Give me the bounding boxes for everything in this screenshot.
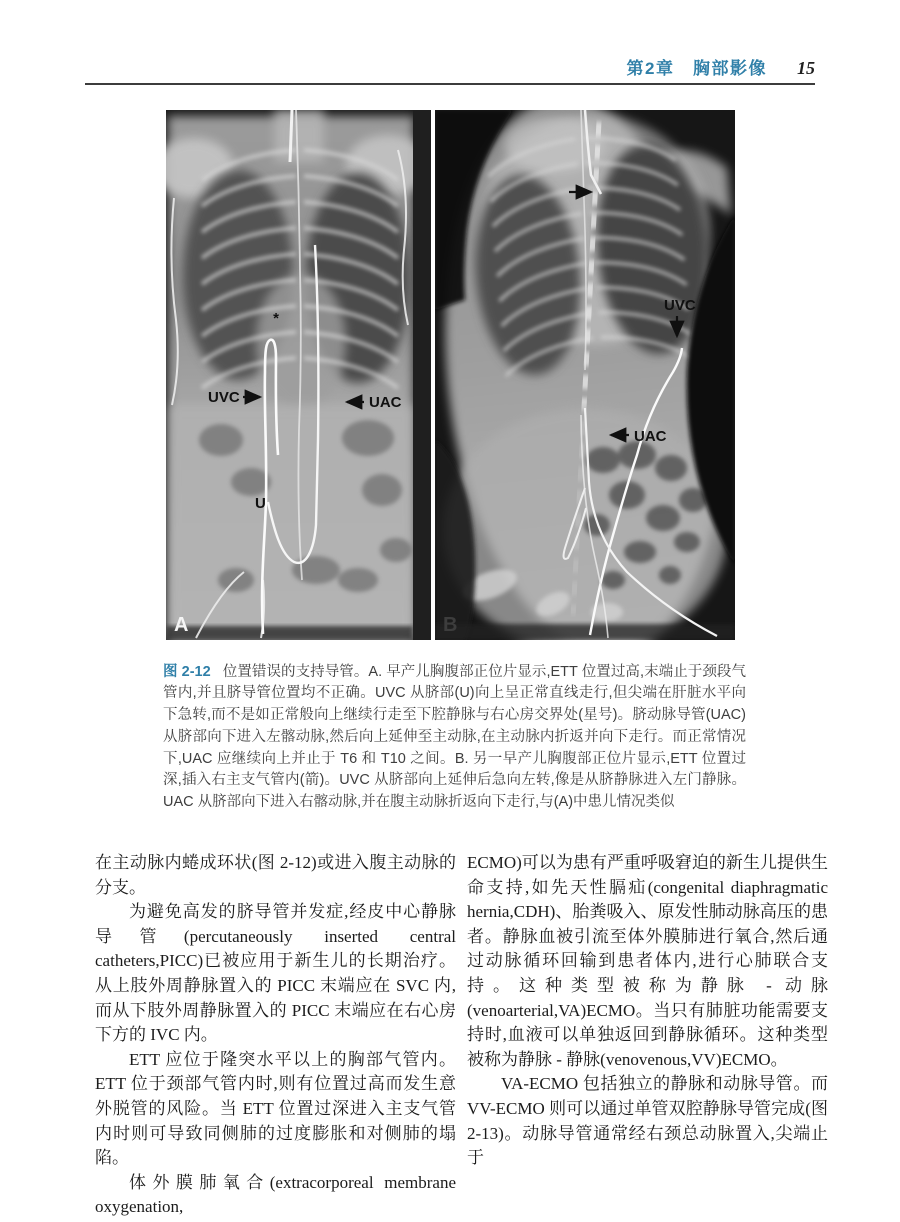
chapter-title: 第2章 胸部影像: [626, 59, 767, 78]
paragraph: 为避免高发的脐导管并发症,经皮中心静脉导管(percutaneously inserted central catheters,PICC)已被应用于新生儿的长期治疗。从上肢外周静脉置入的 PICC 末端应在 SVC 内,而从下肢外周静脉置入的 PICC 末端应在右心房下方的 IVC 内。: [95, 902, 456, 1045]
uac-label-a: UAC: [369, 394, 402, 411]
paragraph: ECMO)可以为患有严重呼吸窘迫的新生儿提供生命支持,如先天性膈疝(congenital diaphragmatic hernia,CDH)、胎粪吸入、原发性肺动脉高压的患者。静脉血被引流至体外膜肺进行氧合,然后通过动脉循环回输到患者体内,进行心肺联合支持。这种类型被称为静脉 - 动脉(venoarterial,VA)ECMO。当只有肺脏功能需要支持时,血液可以单独返回到静脉循环。这种类型被称为静脉 - 静脉(venovenous,VV)ECMO。: [467, 853, 828, 1069]
figure-2-12: [166, 110, 735, 640]
asterisk-marker: *: [273, 310, 279, 327]
figure-caption: [163, 662, 746, 815]
running-head: [85, 54, 815, 79]
uvc-label-a: UVC: [208, 389, 240, 406]
paragraph: ETT 应位于隆突水平以上的胸部气管内。ETT 位于颈部气管内时,则有位置过高而发生意外脱管的风险。当 ETT 位置过深进入主支气管内时则可导致同侧肺的过度膨胀和对侧肺的塌陷。: [95, 1049, 456, 1168]
body-column-right: [467, 851, 828, 1171]
xray-panel-b: [435, 110, 735, 640]
uac-label-b: UAC: [634, 428, 667, 445]
body-column-left: [95, 851, 456, 1220]
figure-caption-tag: 图 2-12: [163, 663, 211, 680]
header-rule: [85, 83, 815, 85]
xray-a-ett-tube: [290, 110, 292, 162]
panel-letter-a: A: [174, 614, 189, 636]
paragraph: 体外膜肺氧合(extracorporeal membrane oxygenation,: [95, 1172, 456, 1217]
umbilicus-label: U: [255, 495, 266, 512]
paragraph: VA-ECMO 包括独立的静脉和动脉导管。而 VV-ECMO 则可以通过单管双腔静脉导管完成(图 2-13)。动脉导管通常经右颈总动脉置入,尖端止于: [467, 1074, 828, 1168]
figure-caption-text: 位置错误的支持导管。A. 早产儿胸腹部正位片显示,ETT 位置过高,末端止于颈段气管内,并且脐导管位置均不正确。UVC 从脐部(U)向上呈正常直线走行,但尖端在肝脏水平向下急转,而不是如正常般向上继续行走至下腔静脉与右心房交界处(星号)。脐动脉导管(UAC)从脐部向下进入左髂动脉,然后向上延伸至主动脉,在主动脉内折返并向下走行。而正常情况下,UAC 应继续向上并止于 T6 和 T10 之间。B. 另一早产儿胸腹部正位片显示,ETT 位置过深,插入右主支气管内(箭)。UVC 从脐部向上延伸后急向左转,像是从脐静脉进入左门静脉。UAC 从脐部向下进入右髂动脉,并在腹主动脉折返向下走行,与(A)中患儿情况类似: [163, 663, 746, 811]
panel-letter-b: B: [443, 614, 458, 636]
paragraph: 在主动脉内蜷成环状(图 2-12)或进入腹主动脉的分支。: [95, 853, 456, 897]
xray-panel-a: [166, 110, 431, 640]
xray-a-bottom-shadow: [166, 626, 413, 640]
xray-b-bottom-shadow: [435, 624, 735, 640]
xray-a-collimation-edge: [413, 110, 431, 640]
uvc-label-b: UVC: [664, 297, 696, 314]
page-number: 15: [797, 58, 815, 78]
